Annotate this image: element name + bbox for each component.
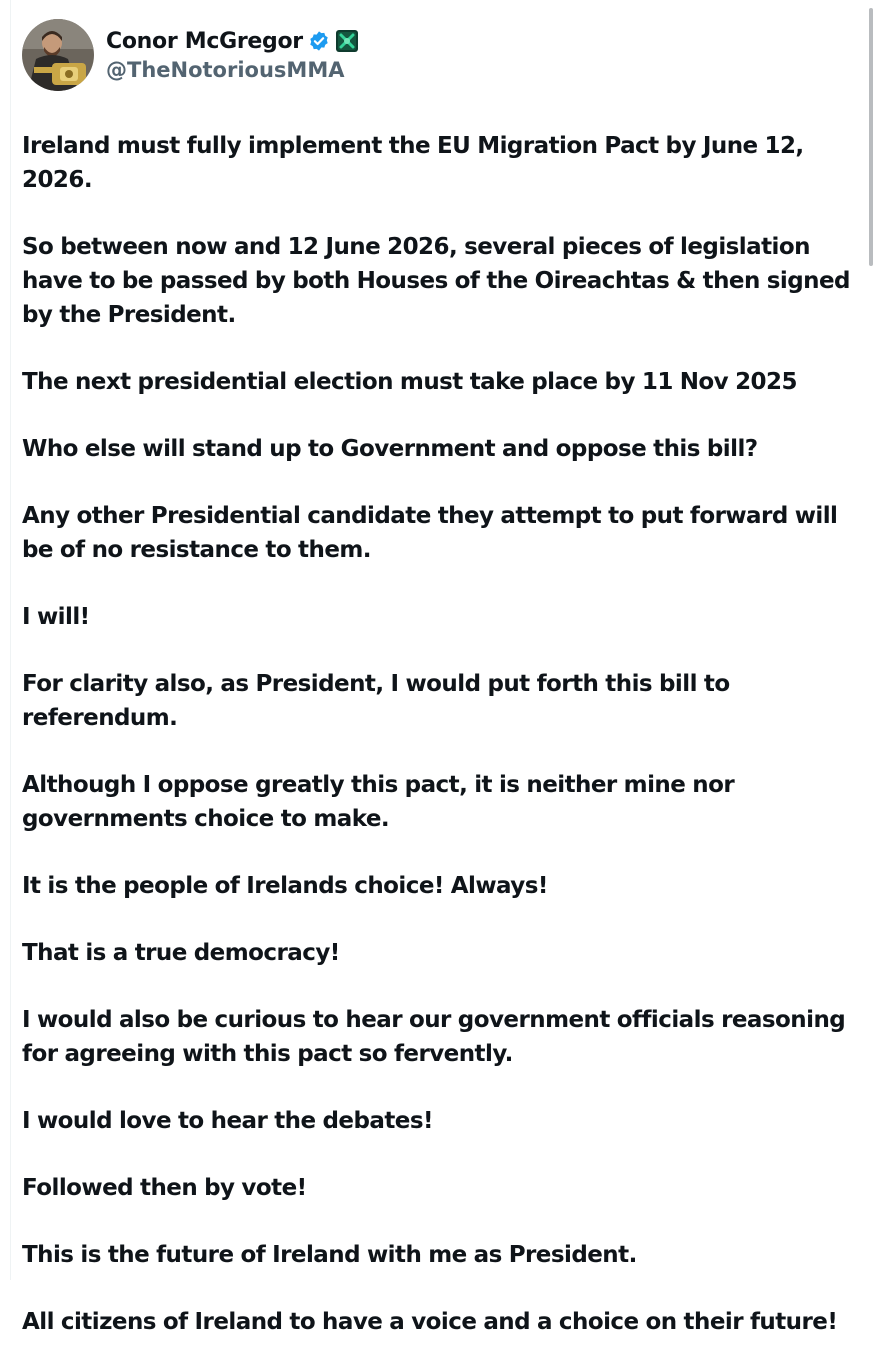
tweet-paragraph: All citizens of Ireland to have a voice and a choice on their future! (22, 1309, 838, 1335)
tweet-paragraph: I would love to hear the debates! (22, 1108, 433, 1134)
author-block (106, 26, 359, 84)
tweet-paragraph: It is the people of Irelands choice! Always! (22, 873, 548, 899)
tweet-paragraph: I will! (22, 604, 90, 630)
display-name[interactable]: Conor McGregor (106, 28, 303, 54)
tweet-paragraph: That is a true democracy! (22, 940, 340, 966)
avatar[interactable] (22, 19, 94, 91)
tweet-paragraph: The next presidential election must take place by 11 Nov 2025 (22, 369, 797, 395)
left-border (10, 0, 11, 1280)
tweet-paragraph: This is the future of Ireland with me as President. (22, 1242, 637, 1268)
user-handle[interactable]: @TheNotoriousMMA (106, 58, 345, 82)
verified-badge-icon[interactable] (308, 30, 330, 52)
tweet-paragraph: Ireland must fully implement the EU Migration Pact by June 12, 2026. (22, 133, 804, 193)
tweet-paragraph: Followed then by vote! (22, 1175, 307, 1201)
tweet-header (22, 18, 359, 92)
tweet-paragraph: Although I oppose greatly this pact, it is neither mine nor governments choice to make. (22, 772, 735, 832)
avatar-image (22, 19, 94, 91)
scrollbar-thumb[interactable] (869, 8, 873, 266)
tweet-paragraph: Who else will stand up to Government and oppose this bill? (22, 436, 758, 462)
tweet-paragraph: So between now and 12 June 2026, several pieces of legislation have to be passed by both Houses of the Oireachtas & then signed by the President. (22, 234, 850, 328)
tweet-paragraph: For clarity also, as President, I would put forth this bill to referendum. (22, 671, 730, 731)
tweet-paragraph: I would also be curious to hear our government officials reasoning for agreeing with this pact so fervently. (22, 1007, 846, 1067)
display-name-row (106, 26, 359, 56)
affiliate-badge-icon[interactable] (335, 29, 359, 53)
tweet-paragraph: Any other Presidential candidate they attempt to put forward will be of no resistance to them. (22, 503, 838, 563)
tweet-text (22, 129, 867, 1372)
